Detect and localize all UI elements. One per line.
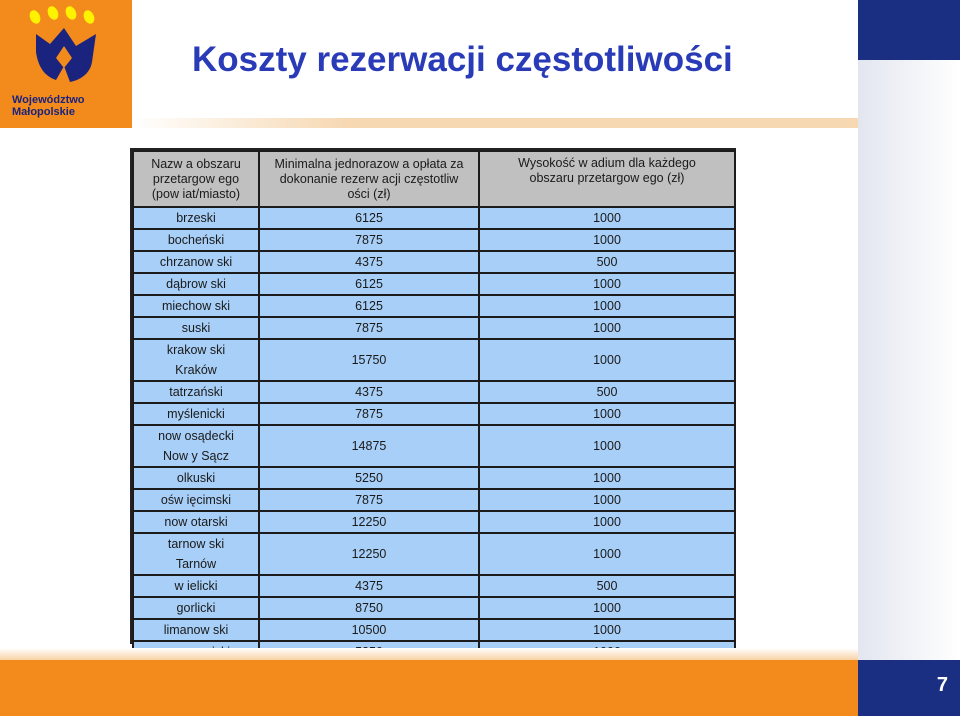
deposit-cell: 1000 <box>479 339 735 381</box>
deposit-cell: 1000 <box>479 207 735 229</box>
area-name-cell <box>133 511 259 533</box>
deposit-cell: 1000 <box>479 489 735 511</box>
area-name-cell <box>133 425 259 467</box>
area-name-cell <box>133 381 259 403</box>
min-fee-cell: 6125 <box>259 273 479 295</box>
area-name: tarnow ski <box>167 537 225 551</box>
area-name-cell <box>133 251 259 273</box>
area-name: now otarski <box>164 515 228 529</box>
deposit-cell: 1000 <box>479 619 735 641</box>
deposit-cell: 500 <box>479 575 735 597</box>
area-name-cell <box>133 575 259 597</box>
area-name: now osądecki <box>158 429 234 443</box>
min-fee-cell: 7875 <box>259 489 479 511</box>
area-name: gorlicki <box>176 601 216 615</box>
min-fee-cell: 6125 <box>259 207 479 229</box>
min-fee-cell: 12250 <box>259 533 479 575</box>
deposit-cell: 1000 <box>479 597 735 619</box>
table-row <box>133 533 735 575</box>
deposit-cell: 1000 <box>479 467 735 489</box>
table-row <box>133 575 735 597</box>
min-fee-cell: 6125 <box>259 295 479 317</box>
table-row <box>133 425 735 467</box>
table-row <box>133 295 735 317</box>
header-area-name: Nazw a obszaru przetargow ego (pow iat/miasto) <box>133 151 259 207</box>
deposit-cell: 1000 <box>479 229 735 251</box>
area-name: chrzanow ski <box>159 255 233 269</box>
deposit-cell: 1000 <box>479 273 735 295</box>
area-name-cell <box>133 339 259 381</box>
area-name: Tarnów <box>175 557 217 571</box>
table-row <box>133 597 735 619</box>
table-row <box>133 467 735 489</box>
logo-star-icon <box>46 5 61 22</box>
page-number-box <box>858 660 960 716</box>
min-fee-cell: 4375 <box>259 251 479 273</box>
table-row <box>133 381 735 403</box>
deposit-cell: 500 <box>479 251 735 273</box>
area-name-cell <box>133 295 259 317</box>
table-row <box>133 251 735 273</box>
right-bar <box>858 0 960 60</box>
area-name: bocheński <box>167 233 225 247</box>
min-fee-cell: 8750 <box>259 597 479 619</box>
min-fee-cell: 14875 <box>259 425 479 467</box>
header-strip <box>132 118 858 128</box>
area-name: krakow ski <box>166 343 226 357</box>
deposit-cell: 500 <box>479 381 735 403</box>
area-name-cell <box>133 533 259 575</box>
table-row <box>133 619 735 641</box>
footer-bar <box>0 660 858 716</box>
area-name-cell <box>133 207 259 229</box>
header-min-fee: Minimalna jednorazow a opłata za dokonanie rezerw acji częstotliw ości (zł) <box>259 151 479 207</box>
table-row <box>133 317 735 339</box>
min-fee-cell: 15750 <box>259 339 479 381</box>
cost-table <box>130 148 736 644</box>
deposit-cell: 1000 <box>479 511 735 533</box>
table-row <box>133 229 735 251</box>
right-panel <box>858 0 960 660</box>
table-row <box>133 489 735 511</box>
area-name-cell <box>133 403 259 425</box>
min-fee-cell: 10500 <box>259 619 479 641</box>
area-name: limanow ski <box>163 623 229 637</box>
min-fee-cell: 7875 <box>259 317 479 339</box>
area-name-cell <box>133 467 259 489</box>
area-name: Now y Sącz <box>163 449 229 463</box>
page-title: Koszty rezerwacji częstotliwości <box>192 40 733 79</box>
min-fee-cell: 12250 <box>259 511 479 533</box>
min-fee-cell: 5250 <box>259 467 479 489</box>
deposit-cell: 1000 <box>479 403 735 425</box>
min-fee-cell: 4375 <box>259 575 479 597</box>
crown-emblem-icon <box>30 22 104 88</box>
area-name: brzeski <box>176 211 216 225</box>
area-name: myślenicki <box>167 407 225 421</box>
deposit-cell: 1000 <box>479 317 735 339</box>
logo-text: Województwo Małopolskie <box>12 94 85 118</box>
area-name: tatrzański <box>169 385 223 399</box>
logo <box>0 0 132 128</box>
area-name-cell <box>133 597 259 619</box>
deposit-cell: 1000 <box>479 533 735 575</box>
deposit-cell: 1000 <box>479 425 735 467</box>
area-name: w ielicki <box>174 579 218 593</box>
area-name: olkuski <box>176 471 216 485</box>
area-name: miechow ski <box>161 299 231 313</box>
min-fee-cell: 7875 <box>259 403 479 425</box>
table-row <box>133 273 735 295</box>
min-fee-cell: 7875 <box>259 229 479 251</box>
min-fee-cell: 4375 <box>259 381 479 403</box>
area-name-cell <box>133 489 259 511</box>
footer-gradient <box>0 648 858 660</box>
area-name-cell <box>133 619 259 641</box>
area-name-cell <box>133 273 259 295</box>
logo-star-icon <box>64 5 79 22</box>
area-name: ośw ięcimski <box>160 493 232 507</box>
table-row <box>133 403 735 425</box>
area-name-cell <box>133 229 259 251</box>
page-number: 7 <box>936 674 948 696</box>
area-name: Kraków <box>175 363 217 377</box>
table-row <box>133 511 735 533</box>
table-row <box>133 207 735 229</box>
area-name-cell <box>133 317 259 339</box>
header-deposit: Wysokość w adium dla każdego obszaru przetargow ego (zł) <box>479 151 735 207</box>
area-name: dąbrow ski <box>166 277 226 291</box>
deposit-cell: 1000 <box>479 295 735 317</box>
area-name: suski <box>181 321 211 335</box>
table-row <box>133 339 735 381</box>
